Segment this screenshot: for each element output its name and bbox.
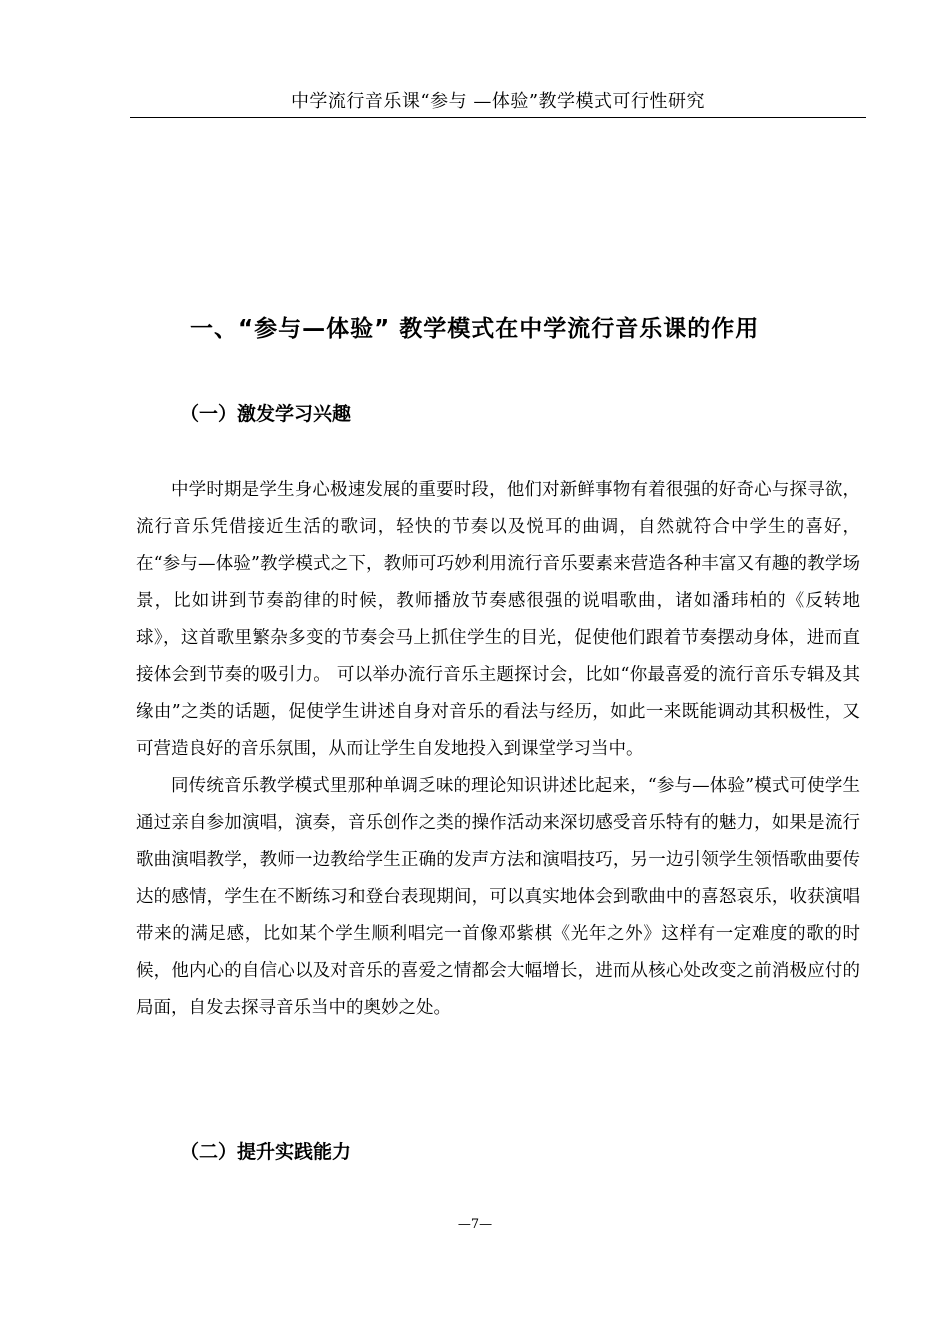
paragraph-1: 中学时期是学生身心极速发展的重要时段，他们对新鲜事物有着很强的好奇心与探寻欲，流行音乐凭借接近生活的歌词，轻快的节奏以及悦耳的曲调，自然就符合中学生的喜好，在“参与—体验”教学模式之下，教师可巧妙利用流行音乐要素来营造各种丰富又有趣的教学场景，比如讲到节奏韵律的时候，教师播放节奏感很强的说唱歌曲，诸如潘玮柏的《反转地球》，这首歌里繁杂多变的节奏会马上抓住学生的目光，促使他们跟着节奏摆动身体，进而直接体会到节奏的吸引力。 可以举办流行音乐主题探讨会，比如“你最喜爱的流行音乐专辑及其缘由”之类的话题，促使学生讲述自身对音乐的看法与经历，如此一来既能调动其积极性，又可营造良好的音乐氛围，从而让学生自发地投入到课堂学习当中。 (136, 480, 860, 759)
chapter-title: 一、“参与—体验” 教学模式在中学流行音乐课的作用 (190, 316, 760, 342)
header-rule (130, 117, 866, 118)
section-heading-2: （二）提升实践能力 (180, 1141, 352, 1163)
section-heading-1: （一）激发学习兴趣 (180, 403, 352, 425)
paragraph-2: 同传统音乐教学模式里那种单调乏味的理论知识讲述比起来，“参与—体验”模式可使学生通过亲自参加演唱，演奏，音乐创作之类的操作活动来深切感受音乐特有的魅力，如果是流行歌曲演唱教学，教师一边教给学生正确的发声方法和演唱技巧，另一边引领学生领悟歌曲要传达的感情，学生在不断练习和登台表现期间，可以真实地体会到歌曲中的喜怒哀乐，收获演唱带来的满足感，比如某个学生顺利唱完一首像邓紫棋《光年之外》这样有一定难度的歌的时候，他内心的自信心以及对音乐的喜爱之情都会大幅增长，进而从核心处改变之前消极应付的局面，自发去探寻音乐当中的奥妙之处。 (136, 776, 860, 1018)
section-1-body (136, 472, 860, 1027)
running-header: 中学流行音乐课“参与 —体验”教学模式可行性研究 (290, 91, 706, 112)
page-number: —7— (457, 1217, 493, 1232)
